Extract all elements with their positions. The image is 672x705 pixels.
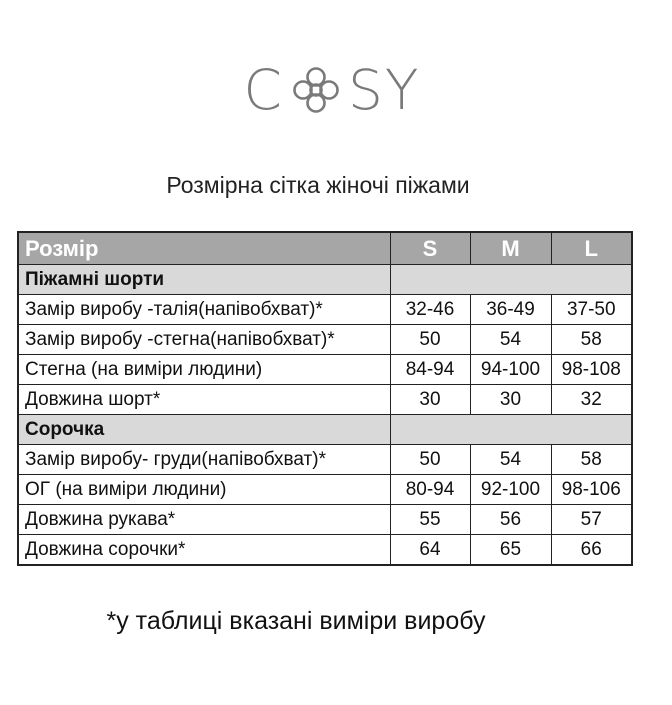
logo-letters-sy: SY xyxy=(347,57,421,122)
section-title: Піжамні шорти xyxy=(18,265,390,295)
measurement-label: Замір виробу -талія(напівобхват)* xyxy=(18,295,390,325)
table-row xyxy=(18,355,632,385)
measurement-value: 56 xyxy=(470,505,551,535)
measurement-value: 58 xyxy=(551,325,632,355)
section-filler xyxy=(390,265,632,295)
measurement-value: 30 xyxy=(390,385,470,415)
measurement-value: 65 xyxy=(470,535,551,566)
brand-logo xyxy=(0,50,672,130)
header-row xyxy=(18,232,632,265)
table-row xyxy=(18,445,632,475)
measurement-value: 80-94 xyxy=(390,475,470,505)
flower-knot-icon xyxy=(286,60,346,120)
size-column-header: M xyxy=(470,232,551,265)
logo-letter-c: C xyxy=(243,57,284,122)
footnote: *у таблиці вказані виміри виробу xyxy=(106,607,486,635)
measurement-label: Замір виробу- груди(напівобхват)* xyxy=(18,445,390,475)
measurement-label: Стегна (на виміри людини) xyxy=(18,355,390,385)
table-row xyxy=(18,505,632,535)
section-row xyxy=(18,415,632,445)
table-row xyxy=(18,385,632,415)
measurement-value: 57 xyxy=(551,505,632,535)
page-title: Розмірна сітка жіночі піжами xyxy=(166,172,470,198)
measurement-label: Довжина шорт* xyxy=(18,385,390,415)
measurement-value: 30 xyxy=(470,385,551,415)
measurement-value: 98-106 xyxy=(551,475,632,505)
measurement-value: 36-49 xyxy=(470,295,551,325)
table-row xyxy=(18,325,632,355)
measurement-value: 64 xyxy=(390,535,470,566)
measurement-value: 50 xyxy=(390,445,470,475)
size-chart-table xyxy=(17,231,633,566)
size-header-label: Розмір xyxy=(18,232,390,265)
table-row xyxy=(18,475,632,505)
measurement-value: 92-100 xyxy=(470,475,551,505)
table-row xyxy=(18,295,632,325)
size-column-header: L xyxy=(551,232,632,265)
measurement-label: Замір виробу -стегна(напівобхват)* xyxy=(18,325,390,355)
measurement-value: 32-46 xyxy=(390,295,470,325)
measurement-value: 50 xyxy=(390,325,470,355)
measurement-value: 84-94 xyxy=(390,355,470,385)
measurement-label: Довжина сорочки* xyxy=(18,535,390,566)
measurement-value: 32 xyxy=(551,385,632,415)
table-row xyxy=(18,535,632,566)
measurement-value: 54 xyxy=(470,325,551,355)
measurement-label: Довжина рукава* xyxy=(18,505,390,535)
measurement-value: 98-108 xyxy=(551,355,632,385)
measurement-value: 94-100 xyxy=(470,355,551,385)
measurement-value: 66 xyxy=(551,535,632,566)
measurement-value: 58 xyxy=(551,445,632,475)
section-title: Сорочка xyxy=(18,415,390,445)
size-chart-body xyxy=(18,232,632,565)
size-column-header: S xyxy=(390,232,470,265)
measurement-value: 37-50 xyxy=(551,295,632,325)
measurement-label: ОГ (на виміри людини) xyxy=(18,475,390,505)
section-filler xyxy=(390,415,632,445)
measurement-value: 55 xyxy=(390,505,470,535)
measurement-value: 54 xyxy=(470,445,551,475)
section-row xyxy=(18,265,632,295)
